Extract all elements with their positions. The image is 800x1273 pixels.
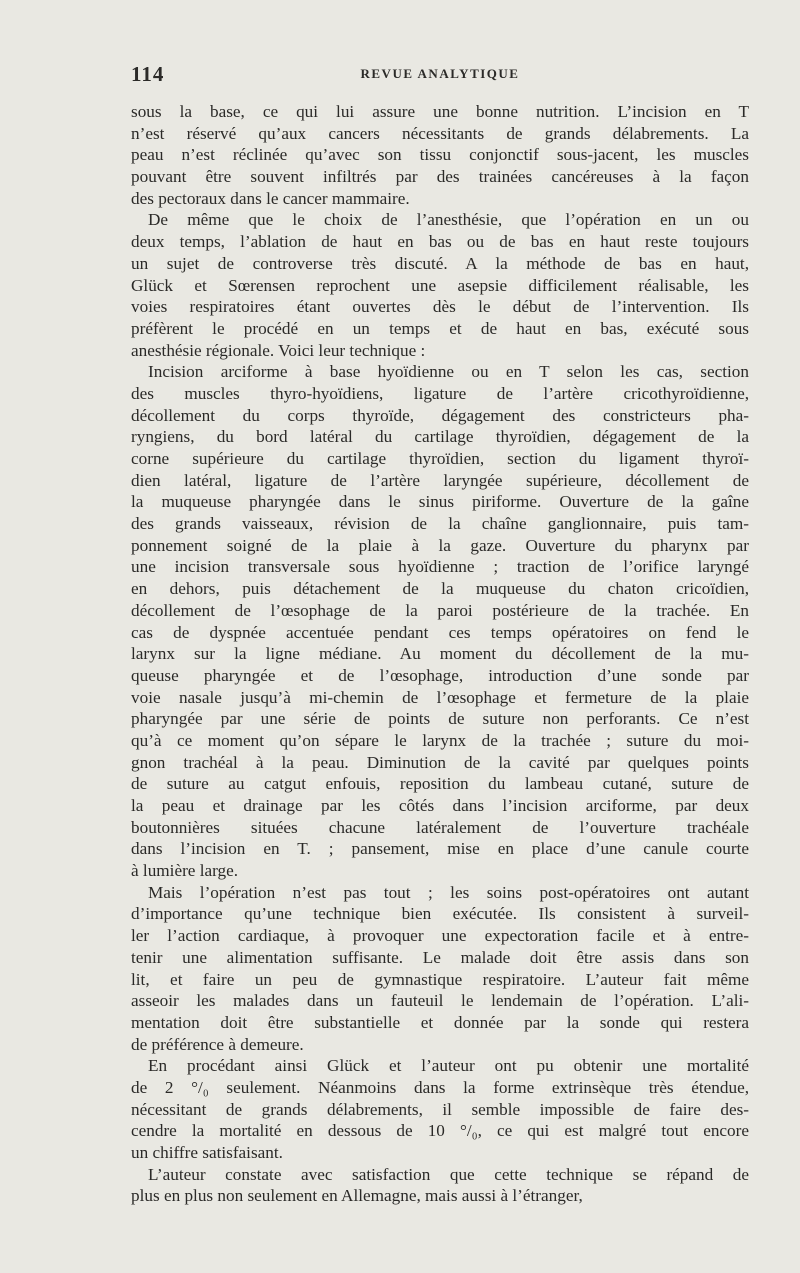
text-line: préfèrent le procédé en un temps et de haut en bas, exécuté sous bbox=[131, 318, 749, 338]
text-line: larynx sur la ligne médiane. Au moment du décollement de la mu- bbox=[131, 644, 749, 664]
text-line: ponnement soigné de la plaie à la gaze. Ouverture du pharynx par bbox=[131, 535, 749, 555]
text-line: tenir une alimentation suffisante. Le malade doit être assis dans son bbox=[131, 947, 749, 967]
text-line: anesthésie régionale. Voici leur technique : bbox=[131, 340, 426, 360]
paragraph bbox=[131, 882, 749, 1056]
text-line: dans l’incision en T. ; pansement, mise en place d’une canule courte bbox=[131, 839, 749, 859]
text-line: cendre la mortalité en dessous de 10 °/₀, ce qui est malgré tout encore bbox=[131, 1121, 749, 1141]
text-line: qu’à ce moment qu’on sépare le larynx de la trachée ; suture du moi- bbox=[131, 730, 749, 750]
text-line: L’auteur constate avec satisfaction que cette technique se répand de bbox=[148, 1164, 749, 1184]
paragraph bbox=[131, 361, 749, 882]
text-line: de suture au catgut enfouis, reposition du lambeau cutané, suture de bbox=[131, 774, 749, 794]
text-line: de préférence à demeure. bbox=[131, 1034, 304, 1054]
text-line: Glück et Sœrensen reprochent une asepsie difficilement réalisable, les bbox=[131, 275, 749, 295]
text-line: corne supérieure du cartilage thyroïdien, section du ligament thyroï- bbox=[131, 449, 749, 468]
text-line: la peau et drainage par les côtés dans l’incision arciforme, par deux bbox=[131, 796, 749, 815]
text-line: boutonnières situées chacune latéralement de l’ouverture trachéale bbox=[131, 817, 749, 837]
text-line: des pectoraux dans le cancer mammaire. bbox=[131, 188, 410, 208]
paragraph bbox=[131, 209, 749, 361]
text-line: d’importance qu’une technique bien exécutée. Ils consistent à surveil- bbox=[131, 904, 749, 924]
text-line: asseoir les malades dans un fauteuil le lendemain de l’opération. L’ali- bbox=[131, 991, 749, 1011]
text-line: pharyngée par une série de points de suture non perforants. Ce n’est bbox=[131, 709, 749, 729]
text-line: à lumière large. bbox=[131, 861, 239, 881]
text-line: deux temps, l’ablation de haut en bas ou de bas en haut reste toujours bbox=[131, 232, 749, 252]
text-line: lit, et faire un peu de gymnastique respiratoire. L’auteur fait même bbox=[131, 969, 749, 989]
text-line: en dehors, puis détachement de la muqueuse du chaton cricoïdien, bbox=[131, 579, 749, 599]
text-line: cas de dyspnée accentuée pendant ces temps opératoires on fend le bbox=[131, 622, 749, 642]
text-line: de 2 °/₀ seulement. Néanmoins dans la forme extrinsèque très étendue, bbox=[131, 1077, 749, 1097]
text-line: la muqueuse pharyngée dans le sinus piriforme. Ouverture de la gaîne bbox=[131, 492, 749, 512]
text-line: décollement de l’œsophage de la paroi postérieure de la trachée. En bbox=[131, 600, 749, 620]
text-line: nécessitant de grands délabrements, il semble impossible de faire des- bbox=[131, 1099, 749, 1119]
text-line: plus en plus non seulement en Allemagne, mais aussi à l’étranger, bbox=[131, 1186, 583, 1206]
text-line: dien latéral, ligature de l’artère laryngée supérieure, décollement de bbox=[131, 470, 749, 490]
running-title: REVUE ANALYTIQUE bbox=[360, 66, 520, 81]
text-line: ryngiens, du bord latéral du cartilage thyroïdien, dégagement de la bbox=[131, 427, 749, 447]
text-line: peau n’est réclinée qu’avec son tissu conjonctif sous-jacent, les muscles bbox=[131, 145, 749, 165]
text-line: En procédant ainsi Glück et l’auteur ont pu obtenir une mortalité bbox=[148, 1056, 749, 1076]
text-line: une incision transversale sous hyoïdienne ; traction de l’orifice laryngé bbox=[131, 557, 749, 577]
text-line: Mais l’opération n’est pas tout ; les soins post-opératoires ont autant bbox=[148, 882, 749, 902]
page-number: 114 bbox=[131, 62, 165, 86]
text-line: sous la base, ce qui lui assure une bonne nutrition. L’incision en T bbox=[131, 102, 749, 121]
paragraph bbox=[131, 101, 749, 209]
text-line: pouvant être souvent infiltrés par des trainées cancéreuses à la façon bbox=[131, 167, 749, 187]
text-line: queuse pharyngée et de l’œsophage, introduction d’une sonde par bbox=[131, 665, 749, 685]
text-line: Incision arciforme à base hyoïdienne ou en T selon les cas, section bbox=[148, 362, 749, 382]
text-line: mentation doit être substantielle et donnée par la sonde qui restera bbox=[131, 1012, 749, 1032]
paragraph bbox=[131, 1055, 749, 1163]
text-line: un chiffre satisfaisant. bbox=[131, 1143, 283, 1162]
text-line: décollement du corps thyroïde, dégagement des constricteurs pha- bbox=[131, 405, 749, 425]
page-header bbox=[131, 62, 749, 88]
paragraph bbox=[131, 1164, 749, 1207]
text-line: des grands vaisseaux, révision de la chaîne ganglionnaire, puis tam- bbox=[131, 514, 749, 534]
body-text bbox=[131, 101, 749, 1207]
text-line: ler l’action cardiaque, à provoquer une expectoration facile et à entre- bbox=[131, 926, 749, 946]
text-line: voie nasale jusqu’à mi-chemin de l’œsophage et fermeture de la plaie bbox=[131, 687, 749, 707]
text-line: De même que le choix de l’anesthésie, que l’opération en un ou bbox=[148, 210, 749, 230]
text-line: des muscles thyro-hyoïdiens, ligature de l’artère cricothyroïdienne, bbox=[131, 383, 749, 403]
text-line: n’est réservé qu’aux cancers nécessitants de grands délabrements. La bbox=[131, 123, 749, 143]
text-line: gnon trachéal à la peau. Diminution de la cavité par quelques points bbox=[131, 752, 749, 772]
text-line: un sujet de controverse très discuté. A la méthode de bas en haut, bbox=[131, 253, 749, 273]
text-line: voies respiratoires étant ouvertes dès le début de l’intervention. Ils bbox=[131, 297, 749, 317]
